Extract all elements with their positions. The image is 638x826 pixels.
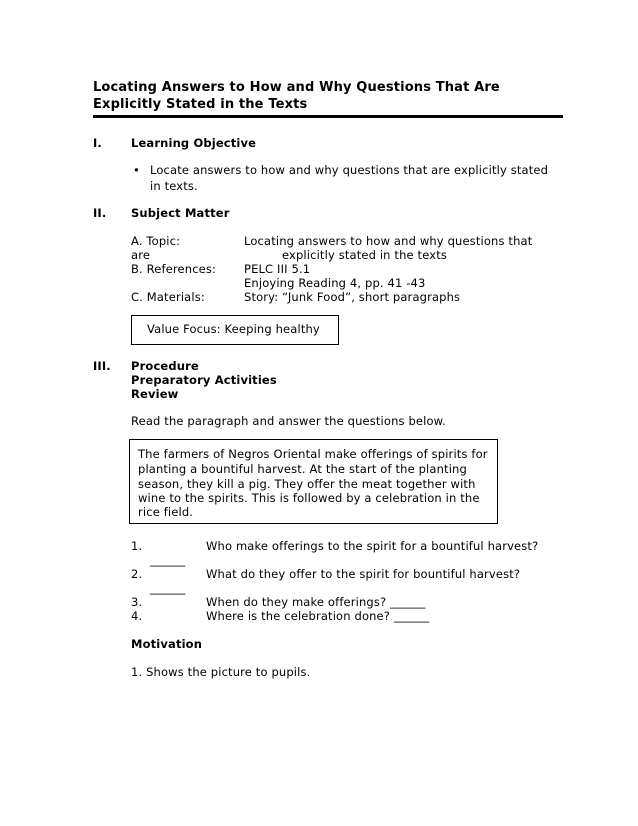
question-text: When do they make offerings? ______ (206, 595, 426, 609)
topic-value-line2: explicitly stated in the texts (282, 248, 447, 262)
section-numeral-3: III. (93, 359, 111, 373)
references-value-line1: PELC III 5.1 (244, 262, 311, 276)
review-instruction: Read the paragraph and answer the questions below. (131, 414, 446, 428)
motivation-item: 1. Shows the picture to pupils. (131, 665, 311, 679)
subheading-preparatory-activities: Preparatory Activities (131, 373, 277, 387)
materials-label: C. Materials: (131, 290, 205, 304)
references-label: B. References: (131, 262, 217, 276)
section-heading-procedure: Procedure (131, 359, 199, 373)
section-numeral-1: I. (93, 136, 102, 150)
question-answer-blank: ______ (150, 553, 186, 567)
document-title-line1: Locating Answers to How and Why Questions That Are (93, 80, 500, 95)
references-value-line2: Enjoying Reading 4, pp. 41 -43 (244, 276, 426, 290)
bullet-icon: • (133, 163, 140, 177)
value-focus-text: Value Focus: Keeping healthy (147, 322, 320, 336)
question-answer-blank: ______ (150, 581, 186, 595)
subheading-review: Review (131, 387, 179, 401)
question-number: 1. (131, 539, 143, 553)
section-heading-learning-objective: Learning Objective (131, 136, 257, 150)
paragraph-line: season, they kill a pig. They offer the meat together with (138, 477, 476, 491)
question-number: 3. (131, 595, 143, 609)
topic-label: A. Topic: (131, 234, 181, 248)
paragraph-line: rice field. (138, 505, 194, 519)
document-title-line2: Explicitly Stated in the Texts (93, 97, 308, 112)
paragraph-line: planting a bountiful harvest. At the start of the planting (138, 462, 467, 476)
section-numeral-2: II. (93, 206, 107, 220)
objective-text-line2: in texts. (150, 179, 198, 193)
paragraph-line: The farmers of Negros Oriental make offerings of spirits for (138, 447, 488, 461)
section-heading-subject-matter: Subject Matter (131, 206, 230, 220)
objective-text-line1: Locate answers to how and why questions that are explicitly stated (150, 163, 549, 177)
title-divider (93, 115, 563, 118)
question-number: 4. (131, 609, 143, 623)
materials-value: Story: “Junk Food”, short paragraphs (244, 290, 461, 304)
question-text: What do they offer to the spirit for bountiful harvest? (206, 567, 521, 581)
topic-continuation-left: are (131, 248, 151, 262)
question-number: 2. (131, 567, 143, 581)
question-text: Where is the celebration done? ______ (206, 609, 430, 623)
question-text: Who make offerings to the spirit for a bountiful harvest? (206, 539, 539, 553)
topic-value-line1: Locating answers to how and why questions that (244, 234, 533, 248)
paragraph-line: wine to the spirits. This is followed by a celebration in the (138, 491, 480, 505)
subheading-motivation: Motivation (131, 637, 203, 651)
